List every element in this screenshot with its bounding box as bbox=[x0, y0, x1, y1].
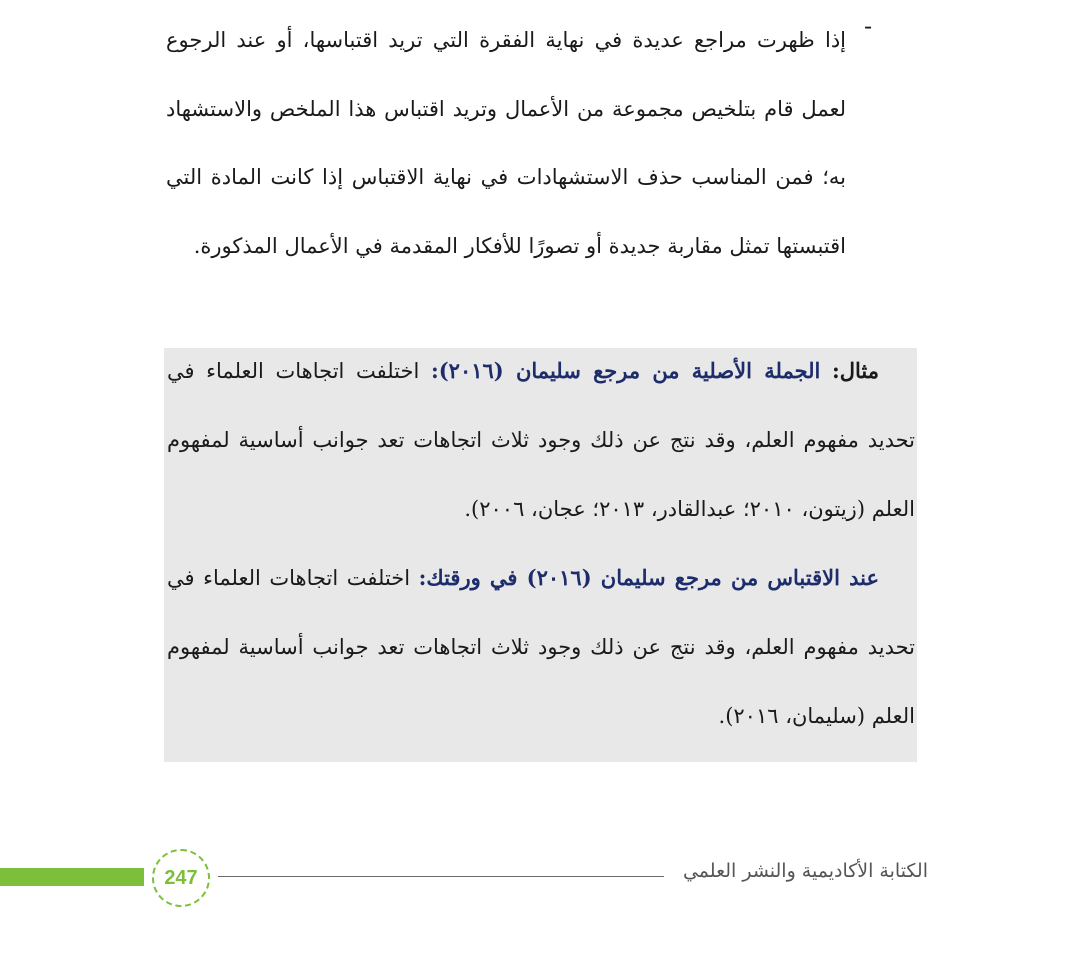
body-paragraph: إذا ظهرت مراجع عديدة في نهاية الفقرة التي تريد اقتباسها، أو عند الرجوع لعمل قام بتلخيص مجموعة من الأعمال وتريد اقتباس هذا الملخص والاستشهاد به؛ فمن المناسب حذف الاستشهادات في نهاية الاقتباس إذا كانت المادة التي اقتبستها تمثل مقاربة جديدة أو تصورًا للأفكار المقدمة في الأعمال المذكورة. bbox=[166, 28, 846, 258]
footer-book-title: الكتابة الأكاديمية والنشر العلمي bbox=[682, 860, 928, 882]
quote-heading: عند الاقتباس من مرجع سليمان (٢٠١٦) في ورقتك: bbox=[418, 565, 879, 590]
page-number-badge bbox=[152, 849, 210, 907]
original-heading: الجملة الأصلية من مرجع سليمان (٢٠١٦): bbox=[430, 358, 821, 383]
quote-text: اختلفت اتجاهات العلماء في تحديد مفهوم العلم، وقد نتج عن ذلك وجود ثلاث اتجاهات تعد جوانب أساسية لمفهوم العلم (سليمان، ٢٠١٦). bbox=[167, 566, 915, 728]
page-number: 247 bbox=[164, 866, 198, 889]
example-original bbox=[167, 336, 915, 544]
original-text: اختلفت اتجاهات العلماء في تحديد مفهوم العلم، وقد نتج عن ذلك وجود ثلاث اتجاهات تعد جوانب أساسية لمفهوم العلم (زيتون، ٢٠١٠؛ عبدالقادر، ٢٠١٣؛ عجان، ٢٠٠٦). bbox=[167, 359, 915, 521]
footer-divider bbox=[218, 876, 664, 877]
list-bullet: - bbox=[864, 12, 873, 40]
example-quote bbox=[167, 543, 915, 751]
example-label: مثال: bbox=[832, 358, 879, 383]
footer-accent-bar bbox=[0, 868, 144, 886]
